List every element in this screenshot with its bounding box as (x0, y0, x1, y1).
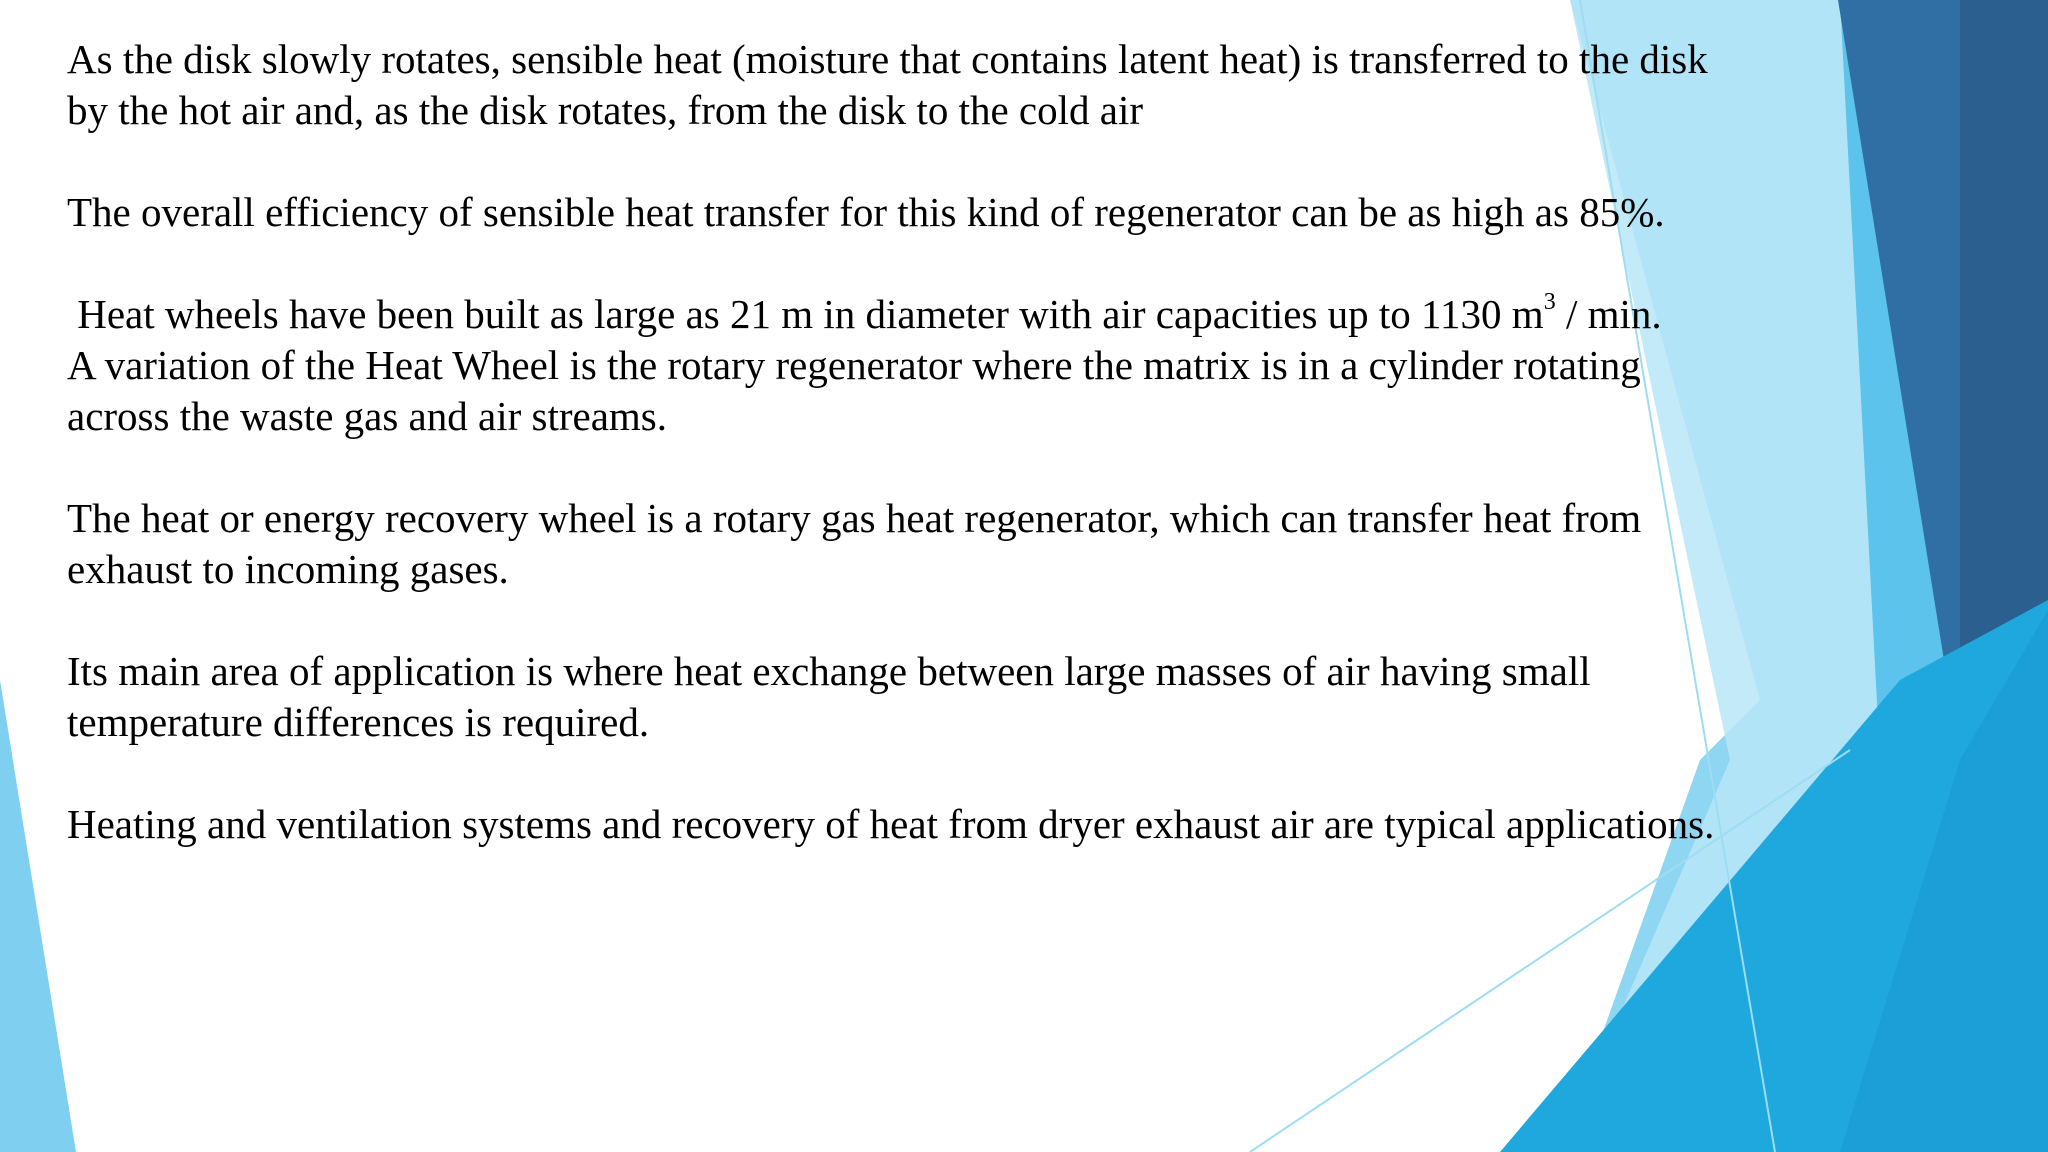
text-line: Heating and ventilation systems and recovery of heat from dryer exhaust air are typical applications. (67, 801, 1715, 847)
text-line: As the disk slowly rotates, sensible heat (moisture that contains latent heat) is transferred to the disk (67, 36, 1708, 82)
paragraph-heat-wheel-size (67, 289, 1817, 442)
superscript: 3 (1543, 289, 1556, 316)
text-segment: Heat wheels have been built as large as 21 m in diameter with air capacities up to 1130 m (67, 291, 1544, 337)
left-accent-triangle (0, 680, 76, 1152)
paragraph-energy-recovery (67, 493, 1817, 595)
text-line: Its main area of application is where heat exchange between large masses of air having small (67, 648, 1591, 694)
text-line: A variation of the Heat Wheel is the rotary regenerator where the matrix is in a cylinder rotating (67, 342, 1641, 388)
text-line: The heat or energy recovery wheel is a rotary gas heat regenerator, which can transfer heat from (67, 495, 1642, 541)
text-line: by the hot air and, as the disk rotates, from the disk to the cold air (67, 87, 1143, 133)
slide-body (67, 34, 1817, 850)
text-segment: / min. (1555, 291, 1662, 337)
paragraph-typical-applications (67, 799, 1817, 850)
text-line: The overall efficiency of sensible heat transfer for this kind of regenerator can be as high as 85%. (67, 189, 1665, 235)
paragraph-efficiency (67, 187, 1817, 238)
text-line: across the waste gas and air streams. (67, 393, 667, 439)
paragraph-disk-rotation (67, 34, 1817, 136)
text-line-with-superscript (67, 289, 1817, 340)
paragraph-application-area (67, 646, 1817, 748)
text-line: exhaust to incoming gases. (67, 546, 509, 592)
text-line: temperature differences is required. (67, 699, 650, 745)
